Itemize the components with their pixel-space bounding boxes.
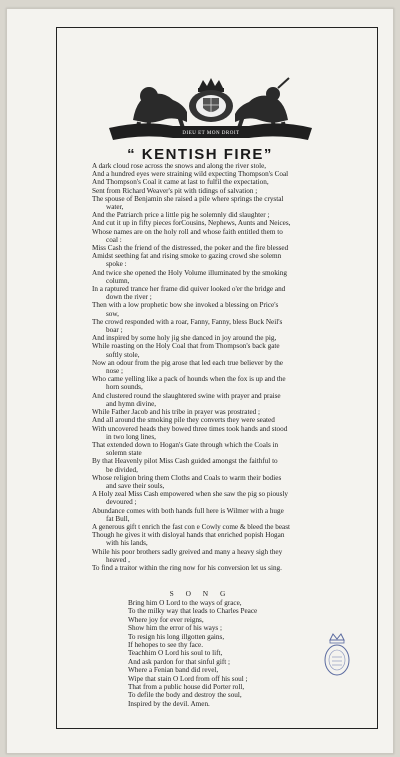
verse-line: Sent from Richard Weaver's pit with tidings of salvation ; [92,186,258,195]
verse-line: By that Heavenly pilot Miss Cash guided amongst the faithful to [92,457,278,466]
song-heading: S O N G [169,589,231,598]
verse-line: The spouse of Benjamin she raised a pile where springs the crystal [92,194,284,203]
verse-line: devoured ; [106,498,137,507]
verse-line: coal : [106,235,122,244]
song-line: Show him the error of his ways ; [128,624,223,633]
verse-line: Miss Cash the friend of the distressed, the poker and the fire blessed [92,244,289,253]
verse-line: water, [106,203,124,212]
verse-line: While roasting on the Holy Coal that from Thompson's back gate [92,342,280,351]
verse-line: fat Bull, [106,514,130,523]
verse-line: heaved , [106,555,130,564]
verse-line: softly stole, [106,350,140,359]
verse-line: And all around the smoking pile they converts they were seated [92,416,275,425]
verse-line: A generous gift t enrich the fast con e Cowly come & bleed the beast [92,522,290,531]
verse-line: That extended down to Hogan's Gate through which the Coals in [92,440,279,449]
verse-line: solemn state [106,449,142,458]
verse-line: down the river ; [106,293,152,302]
song-line: To resign his long illgotten gains, [128,632,225,641]
verse-line: And clustered round the slaughtered swine with prayer and praise [92,391,281,400]
verse-line: Abundance comes with both hands full here is Wilmer with a huge [92,506,284,515]
verse-line: And the Patriarch price a little pig he solemnly did slaughter ; [92,211,270,220]
verse-line: While Father Jacob and his tribe in prayer was prostrated ; [92,408,261,417]
song-line: If hehopes to see thy face. [128,641,204,650]
verse-line: Now an odour from the pig arose that led each true believer by the [92,358,283,367]
song-line: Bring him O Lord to the ways of grace, [128,599,242,607]
library-stamp [322,632,352,678]
verse-line: column, [106,276,130,285]
verse-line: horn sounds, [106,383,143,392]
verse-line: spoke : [106,260,127,269]
verse-line: Whose religion bring them Cloths and Coals to warm their bodies [92,473,282,482]
song-line: Where joy for ever reigns, [128,615,204,624]
verse-line: A Holy zeal Miss Cash empowered when she saw the pig so piously [92,490,289,499]
song-line: Inspired by the devil. Amen. [128,699,210,708]
verse-line: And Thompson's Coal it came at last to fulfil the expectation, [92,178,269,187]
song-line: And ask pardon for that sinful gift ; [128,657,231,666]
verse-line: The crowd responded with a roar, Fanny, Fanny, bless Buck Neil's [92,317,283,326]
verse-line: Though he gives it with disloyal hands that enriched popish Hogan [92,531,285,540]
verse-line: And cut it up in fifty pieces forCousins, Nephews, Aunts and Neices, [92,219,291,228]
verse-line: in two long lines, [106,432,156,441]
verse-line: And inspired by some holy jig she danced in joy around the pig, [92,334,277,343]
song-line: To defile the body and destroy the soul, [128,691,242,700]
verse-line: With uncovered heads they bowed three times took hands and stood [92,424,288,433]
verse-line: nose ; [106,367,123,376]
coat-of-arms [103,76,318,146]
song-body [128,599,328,708]
verse-line: A dark cloud rose across the snows and along the river stole, [92,162,267,170]
library-stamp-crown-icon [322,632,352,678]
verse-line: While his poor brothers sadly greived and many a heavy sigh they [92,547,283,556]
verse-line: sow, [106,309,119,318]
page-title: “ KENTISH FIRE” [127,146,273,163]
verse-line: Whose names are on the holy roll and whose faith entitled them to [92,227,283,236]
verse-line: Who came yelling like a pack of hounds when the fox is up and the [92,375,286,384]
royal-coat-of-arms-icon [103,76,318,146]
verse-line: Amidst seething fat and rising smoke to gazing crowd she solemn [92,252,282,261]
song-line: Wipe that stain O Lord from off his soul ; [128,674,248,683]
verse-line: and save their souls, [106,481,165,490]
verse-line: And a hundred eyes were straining wild expecting Thompson's Coal [92,170,289,179]
verse-line: In a raptured trance her frame did quiver looked o'er the bridge and [92,285,286,294]
verse-line: Then with a low prophetic bow she invoked a blessing on Price's [92,301,279,310]
song-line: Where a Fenian band did revel, [128,666,219,675]
verse-line: be divided, [106,465,138,474]
song-line: That from a public house did Porter roll, [128,683,245,692]
verse-line: And twice she opened the Holy Volume illuminated by the smoking [92,268,287,277]
song-line: Teachhim O Lord his soul to lift, [128,649,223,658]
verse-line: To find a traitor within the ring now for his conversion let us sing. [92,563,282,572]
verse-line: with his lands, [106,539,148,548]
verse-body [92,162,336,572]
song-line: To the milky way that leads to Charles Peace [128,607,258,616]
crest-motto: DIEU ET MON DROIT [182,131,240,136]
verse-line: boar ; [106,326,123,335]
verse-line: and hymn divine, [106,399,157,408]
